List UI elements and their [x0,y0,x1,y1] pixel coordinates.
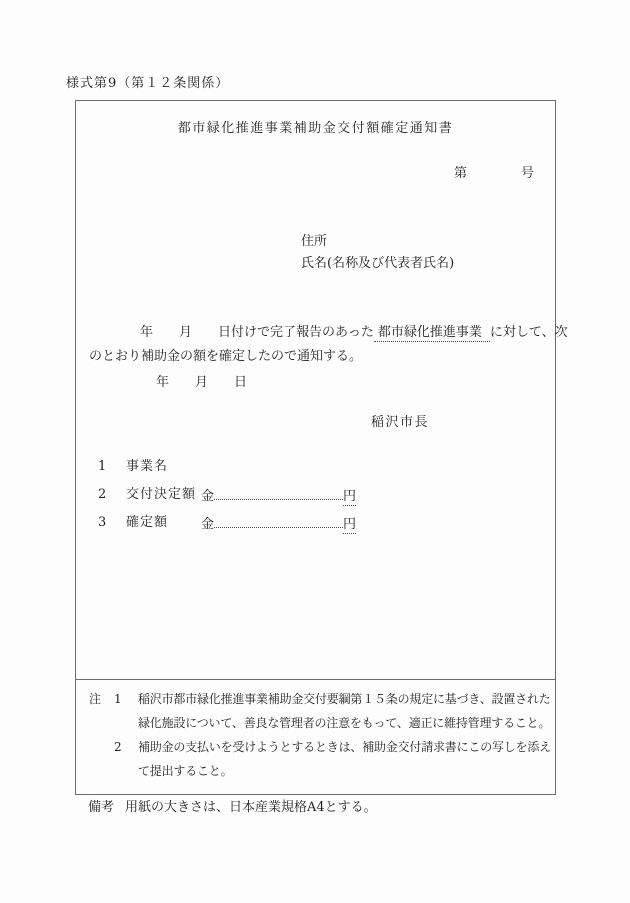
item-row-confirmed-amount [98,514,518,531]
body-line1-pre: 年 月 日付けで完了報告のあった [140,325,374,340]
amount-prefix: 金 [201,489,215,504]
note-2-number: 2 [114,740,122,754]
address-label: 住所 [301,234,328,249]
notes-heading: 注 [89,692,101,706]
body-paragraph-line-2: のとおり補助金の額を確定したので通知する。 [89,349,363,364]
amount-prefix: 金 [201,517,215,532]
amount-field [201,486,356,505]
note-2-line-1: 補助金の支払いを受けようとするときは、補助金交付請求書にこの写しを添え [138,740,552,754]
doc-number-suffix: 号 [520,166,534,181]
item-number: 3 [98,515,107,530]
remarks-label: 備考 [88,800,115,815]
body-line1-post: に対して、次 [489,325,568,340]
doc-number-prefix: 第 [454,166,468,181]
item-row-grant-decision-amount [98,486,518,503]
remarks-text: 用紙の大きさは、日本産業規格A4とする。 [125,800,377,815]
amount-blank-dotted-line [214,514,343,528]
amount-blank-dotted-line [214,486,343,500]
amount-field [201,514,356,533]
note-1-line-2: 緑化施設について、善良な管理者の注意をもって、適正に維持管理すること。 [138,716,551,730]
issuer-name: 稲沢市長 [371,415,430,430]
item-label: 交付決定額 [126,487,197,502]
name-label: 氏名(名称及び代表者氏名) [301,256,455,271]
amount-suffix: 円 [343,517,357,532]
form-border-box [75,100,568,795]
remarks-line [88,800,377,816]
doc-number-line [454,166,534,182]
item-row-project-name [98,458,518,475]
project-name-underlined: 都市緑化推進事業 [374,325,490,342]
item-number: 1 [98,459,107,474]
item-label: 事業名 [126,459,169,474]
body-paragraph-line-1 [140,324,568,341]
form-number-label: 様式第9（第１２条関係） [66,76,230,91]
note-2-line-2: て提出すること。 [138,764,233,778]
item-number: 2 [98,487,107,502]
amount-suffix: 円 [343,489,357,504]
item-label: 確定額 [126,515,169,530]
note-1-number: 1 [114,692,122,706]
date-blank-line: 年 月 日 [156,375,248,390]
note-1-line-1: 稲沢市都市緑化推進事業補助金交付要綱第１５条の規定に基づき、設置された [138,692,551,706]
notes-divider-line [76,679,555,680]
form-title: 都市緑化推進事業補助金交付額確定通知書 [177,121,454,136]
